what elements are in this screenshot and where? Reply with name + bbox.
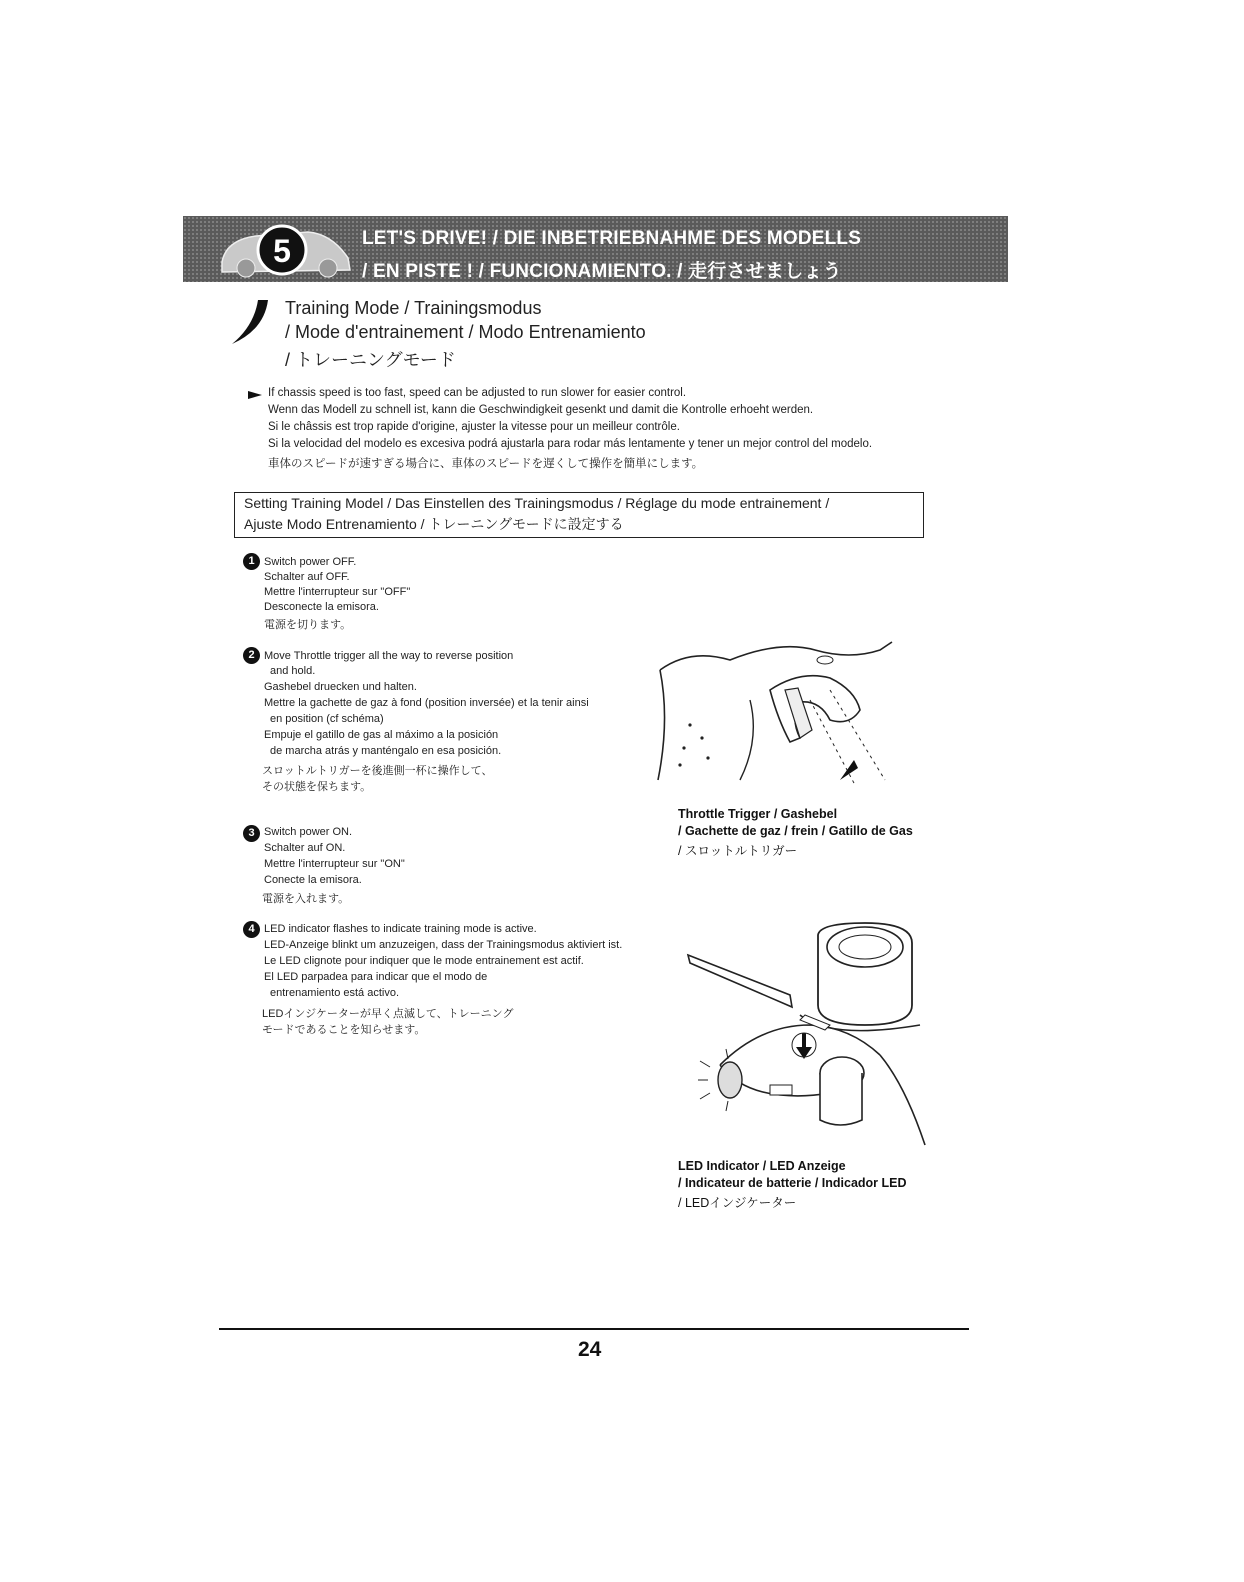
step-2-line: Move Throttle trigger all the way to reverse position <box>264 650 514 662</box>
intro-line-fr: Si le châssis est trop rapide d'origine, ajuster la vitesse pour un meilleur contrôle. <box>268 421 680 433</box>
setting-box-line1: Setting Training Model / Das Einstellen des Trainingsmodus / Réglage du mode entrainement / <box>244 495 830 511</box>
step-3-line: 電源を入れます。 <box>262 893 350 905</box>
step-2-line: Empuje el gatillo de gas al máximo a la posición <box>264 729 499 741</box>
footer-rule <box>219 1328 969 1330</box>
step-1-line: Mettre l'interrupteur sur "OFF" <box>264 586 411 598</box>
step-3-line: Switch power ON. <box>264 826 353 838</box>
step-3-number: 3 <box>243 825 260 842</box>
car-step-badge <box>216 218 356 280</box>
step-2-line: スロットルトリガーを後進側一杯に操作して、 <box>262 765 493 777</box>
throttle-caption-line1: Throttle Trigger / Gashebel <box>678 807 838 821</box>
step-4-line: LED indicator flashes to indicate training mode is active. <box>264 923 537 935</box>
step-2-line: その状態を保ちます。 <box>262 781 372 793</box>
step-2-line: en position (cf schéma) <box>270 713 384 725</box>
page-number: 24 <box>578 1338 602 1361</box>
step-2-number: 2 <box>243 647 260 664</box>
step-3-line: Schalter auf ON. <box>264 842 346 854</box>
section-title-line3: / トレーニングモード <box>285 350 456 370</box>
setting-box-line2: Ajuste Modo Entrenamiento / トレーニングモードに設定する <box>244 516 624 532</box>
section-title-line2: / Mode d'entrainement / Modo Entrenamiento <box>285 322 646 342</box>
step-4-line: entrenamiento está activo. <box>270 987 400 999</box>
banner-title-line1: LET'S DRIVE! / DIE INBETRIEBNAHME DES MODELLS <box>362 228 862 249</box>
intro-line-de: Wenn das Modell zu schnell ist, kann die Geschwindigkeit gesenkt und damit die Kontrolle erhoeht werden. <box>268 404 814 416</box>
step-2-line: Gashebel druecken und halten. <box>264 681 417 693</box>
step-1-line: Switch power OFF. <box>264 556 357 568</box>
section-title-line1: Training Mode / Trainingsmodus <box>285 298 542 318</box>
led-caption-line2: / Indicateur de batterie / Indicador LED <box>678 1176 907 1190</box>
intro-line-es: Si la velocidad del modelo es excesiva podrá ajustarla para rodar más lentamente y tener un mejor control del modelo. <box>268 438 873 450</box>
swoosh-icon <box>228 296 274 348</box>
step-3-line: Mettre l'interrupteur sur "ON" <box>264 858 405 870</box>
throttle-caption-line3: / スロットルトリガー <box>678 844 798 858</box>
step-2-line: de marcha atrás y manténgalo en esa posición. <box>270 745 502 757</box>
step-number: 5 <box>273 233 291 269</box>
step-1-line: Schalter auf OFF. <box>264 571 350 583</box>
step-1-number: 1 <box>243 553 260 570</box>
step-3-line: Conecte la emisora. <box>264 874 362 886</box>
intro-line-jp: 車体のスピードが速すぎる場合に、車体のスピードを遅くして操作を簡単にします。 <box>268 458 704 470</box>
arrow-bullet-icon <box>248 390 264 400</box>
led-caption-line3: / LEDインジケーター <box>678 1196 797 1210</box>
step-4-line: モードであることを知らせます。 <box>262 1024 426 1036</box>
step-2-line: and hold. <box>270 665 316 677</box>
step-4-line: LED-Anzeige blinkt um anzuzeigen, dass der Trainingsmodus aktiviert ist. <box>264 939 623 951</box>
step-4-line: El LED parpadea para indicar que el modo de <box>264 971 488 983</box>
led-caption-line1: LED Indicator / LED Anzeige <box>678 1159 846 1173</box>
banner-title-line2: / EN PISTE ! / FUNCIONAMIENTO. / 走行させましょう <box>362 261 842 282</box>
throttle-trigger-illustration <box>650 630 900 800</box>
intro-line-en: If chassis speed is too fast, speed can be adjusted to run slower for easier control. <box>268 387 687 399</box>
step-4-line: LEDインジケーターが早く点滅して、トレーニング <box>262 1008 514 1020</box>
led-indicator-illustration <box>680 915 930 1150</box>
throttle-caption-line2: / Gachette de gaz / frein / Gatillo de Gas <box>678 824 913 838</box>
step-4-line: Le LED clignote pour indiquer que le mode entrainement est actif. <box>264 955 584 967</box>
step-4-number: 4 <box>243 921 260 938</box>
step-1-line: Desconecte la emisora. <box>264 601 379 613</box>
step-2-line: Mettre la gachette de gaz à fond (position inversée) et la tenir ainsi <box>264 697 589 709</box>
step-1-line: 電源を切ります。 <box>264 619 352 631</box>
